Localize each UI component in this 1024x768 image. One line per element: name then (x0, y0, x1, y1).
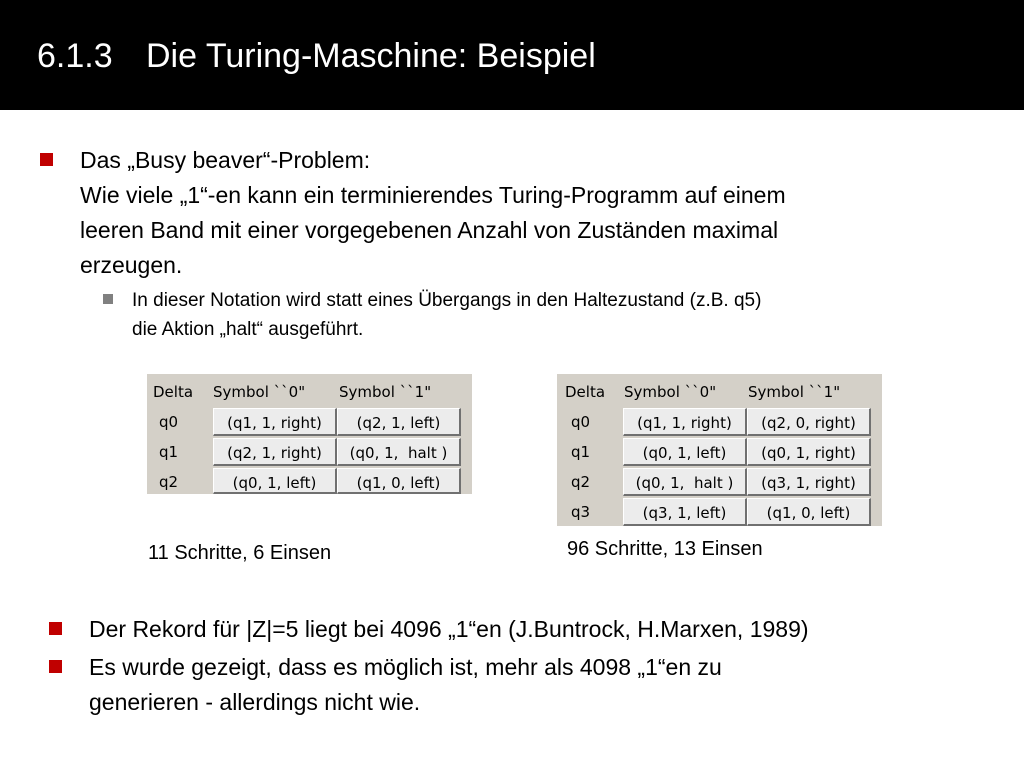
state-label: q3 (571, 503, 591, 521)
main-bullet-line: Das „Busy beaver“-Problem: (80, 147, 371, 173)
record-bullet-text (89, 612, 809, 647)
transition-cell[interactable]: (q1, 0, left) (747, 498, 871, 526)
transition-cell[interactable]: (q1, 1, right) (623, 408, 747, 436)
transition-table-1 (147, 374, 472, 494)
transition-cell[interactable]: (q2, 1, right) (213, 438, 337, 466)
bullet-square-icon (49, 660, 62, 673)
state-label: q1 (159, 443, 179, 461)
state-label: q1 (571, 443, 591, 461)
transition-cell[interactable]: (q2, 0, right) (747, 408, 871, 436)
transition-cell[interactable]: (q3, 1, left) (623, 498, 747, 526)
main-bullet-line: erzeugen. (80, 252, 183, 278)
state-label: q2 (571, 473, 591, 491)
section-number: 6.1.3 (37, 37, 113, 75)
sub-bullet-line: In dieser Notation wird statt eines Übergangs in den Haltezustand (z.B. q5) (132, 290, 762, 311)
main-bullet-line: Wie viele „1“-en kann ein terminierendes Turing-Programm auf einem (80, 182, 786, 208)
bullet-square-icon (49, 622, 62, 635)
sub-bullet-square-icon (103, 294, 113, 304)
title-bar (0, 0, 1024, 110)
state-label: q0 (159, 413, 179, 431)
table-header: Symbol ``1" (748, 383, 841, 401)
main-bullet-line: leeren Band mit einer vorgegebenen Anzahl von Zuständen maximal (80, 217, 779, 243)
table-header: Delta (565, 383, 606, 401)
state-label: q2 (159, 473, 179, 491)
table-header: Symbol ``0" (624, 383, 717, 401)
bullet-line: Der Rekord für |Z|=5 liegt bei 4096 „1“en (J.Buntrock, H.Marxen, 1989) (89, 616, 809, 642)
transition-cell[interactable]: (q2, 1, left) (337, 408, 461, 436)
table-2-caption: 96 Schritte, 13 Einsen (567, 538, 763, 560)
table-header: Symbol ``0" (213, 383, 306, 401)
transition-cell[interactable]: (q1, 0, left) (337, 468, 461, 494)
sub-bullet-line: die Aktion „halt“ ausgeführt. (132, 319, 364, 340)
bullet-line: generieren - allerdings nicht wie. (89, 689, 421, 715)
proof-bullet-text (89, 650, 722, 720)
main-bullet-text (80, 143, 786, 283)
bullet-square-icon (40, 153, 53, 166)
transition-cell[interactable]: (q1, 1, right) (213, 408, 337, 436)
transition-cell[interactable]: (q3, 1, right) (747, 468, 871, 496)
slide-title: Die Turing-Maschine: Beispiel (146, 37, 596, 75)
table-1-caption: 11 Schritte, 6 Einsen (148, 542, 332, 564)
transition-cell[interactable]: (q0, 1, halt ) (623, 468, 747, 496)
bullet-line: Es wurde gezeigt, dass es möglich ist, mehr als 4098 „1“en zu (89, 654, 722, 680)
transition-cell[interactable]: (q0, 1, halt ) (337, 438, 461, 466)
table-header: Symbol ``1" (339, 383, 432, 401)
sub-bullet-text (132, 286, 761, 344)
transition-cell[interactable]: (q0, 1, left) (623, 438, 747, 466)
transition-cell[interactable]: (q0, 1, left) (213, 468, 337, 494)
state-label: q0 (571, 413, 591, 431)
transition-cell[interactable]: (q0, 1, right) (747, 438, 871, 466)
table-header: Delta (153, 383, 194, 401)
transition-table-2 (557, 374, 882, 526)
